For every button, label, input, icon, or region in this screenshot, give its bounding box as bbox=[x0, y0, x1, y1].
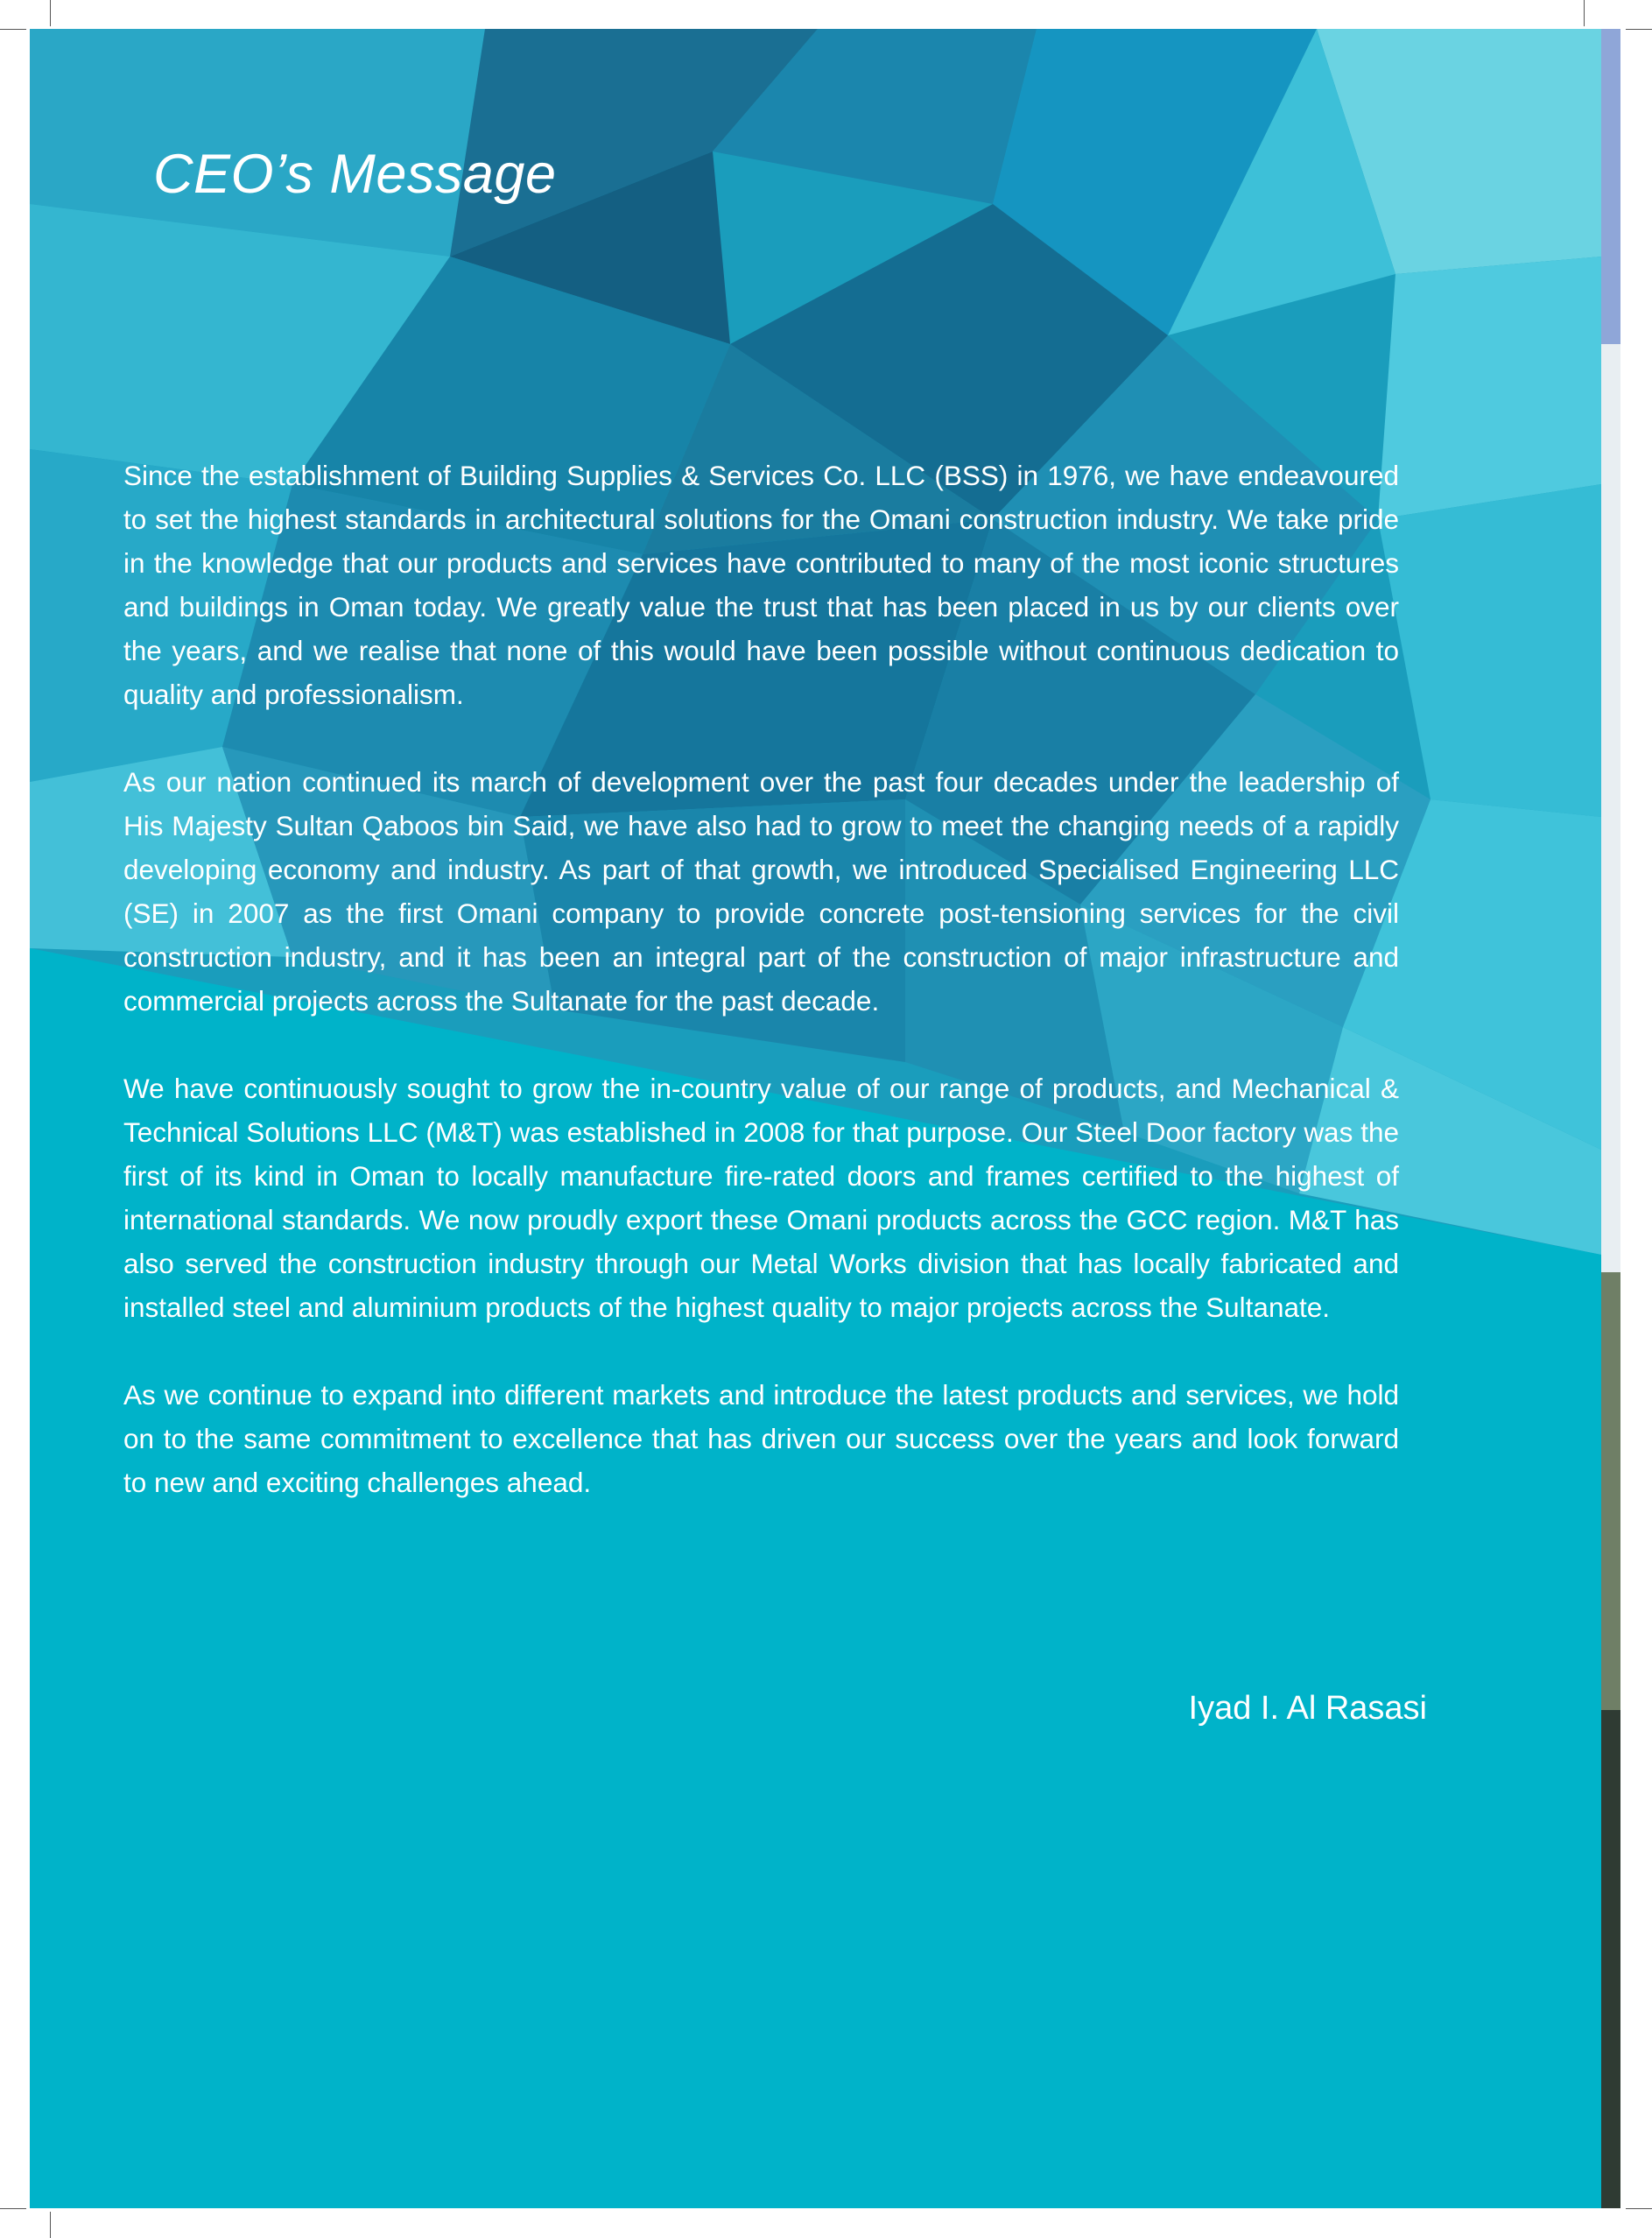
crop-mark-bottom-right-h bbox=[1626, 2208, 1652, 2209]
message-paragraph: As our nation continued its march of development over the past four decades under the leadership of His Majesty Sultan Qaboos bin Said, we have also had to grow to meet the changing needs of a rapidly developing economy and industry. As part of that growth, we introduced Specialised Engineering LLC (SE) in 2007 as the first Omani company to provide concrete post-tensioning services for the civil construction industry, and it has been an integral part of the construction of major infrastructure and commercial projects across the Sultanate for the past decade. bbox=[123, 766, 1399, 1017]
crop-mark-bottom-left-h bbox=[0, 2208, 26, 2209]
signature: Iyad I. Al Rasasi bbox=[1188, 1690, 1427, 1727]
crop-mark-top-right-h bbox=[1626, 29, 1652, 30]
adjacent-page-image bbox=[1601, 29, 1620, 2208]
message-paragraph: Since the establishment of Building Supplies & Services Co. LLC (BSS) in 1976, we have endeavoured to set the highest standards in architectural solutions for the Omani construction industry. We take pride in the knowledge that our products and services have contributed to many of the most iconic structures and buildings in Oman today. We greatly value the trust that has been placed in us by our clients over the years, and we realise that none of this would have been possible without continuous dedication to quality and professionalism. bbox=[123, 460, 1399, 710]
crop-mark-top-left-v bbox=[50, 0, 51, 26]
crop-mark-top-right-v bbox=[1584, 0, 1585, 26]
message-paragraph: We have continuously sought to grow the in-country value of our range of products, and Mechanical & Technical Solutions LLC (M&T) was established in 2008 for that purpose. Our Steel Door factory was the first of its kind in Oman to locally manufacture fire-rated doors and frames certified to the highest of international standards. We now proudly export these Omani products across the GCC region. M&T has also served the construction industry through our Metal Works division that has locally fabricated and installed steel and aluminium products of the highest quality to major projects across the Sultanate. bbox=[123, 1073, 1399, 1323]
crop-mark-top-left-h bbox=[0, 29, 26, 30]
crop-mark-bottom-left-v bbox=[50, 2212, 51, 2238]
adjacent-page-bleed bbox=[1601, 29, 1620, 2208]
page-title: CEO’s Message bbox=[153, 144, 557, 205]
message-body bbox=[123, 454, 1399, 1548]
message-paragraph: As we continue to expand into different markets and introduce the latest products and services, we hold on to the same commitment to excellence that has driven our success over the years and look forward to new and exciting challenges ahead. bbox=[123, 1379, 1399, 1498]
